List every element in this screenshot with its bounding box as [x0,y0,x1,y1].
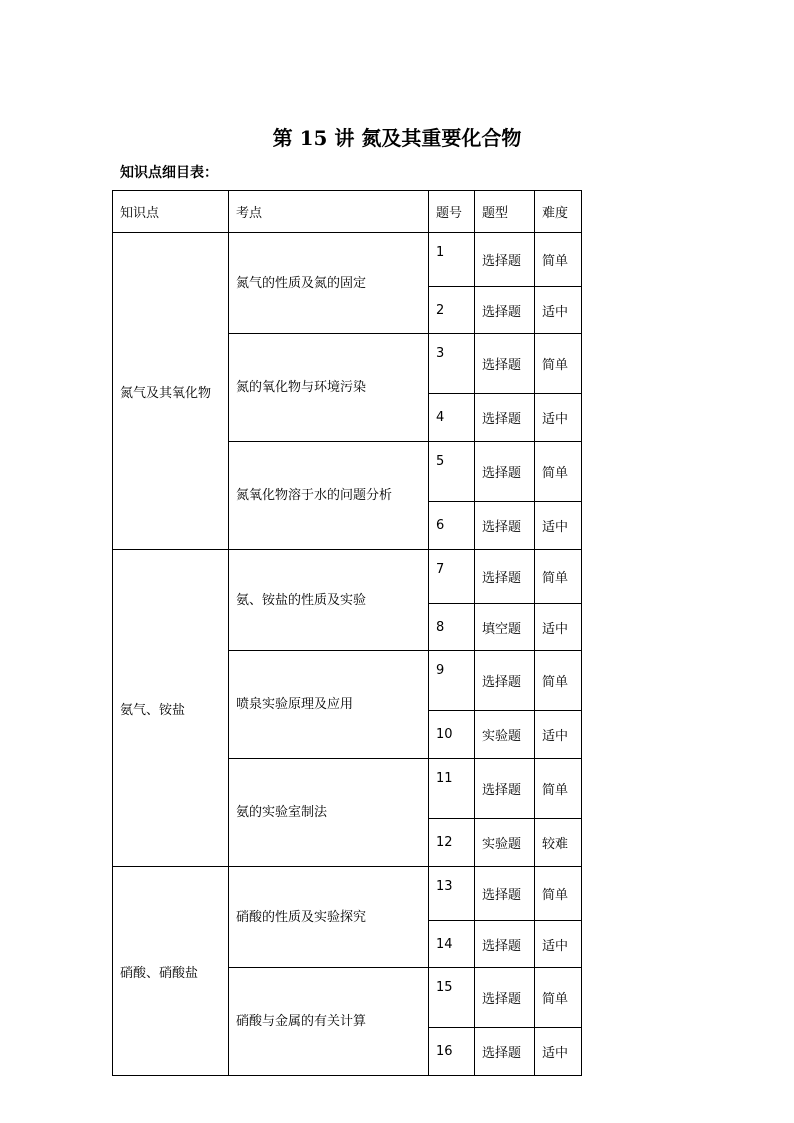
type-cell: 选择题 [475,550,535,604]
knowledge-cell: 氮气及其氧化物 [113,233,229,550]
type-cell: 选择题 [475,651,535,711]
point-cell: 硝酸与金属的有关计算 [229,968,429,1076]
number-cell: 8 [429,604,475,651]
point-cell: 喷泉实验原理及应用 [229,651,429,759]
type-cell: 选择题 [475,287,535,334]
difficulty-cell: 简单 [535,233,582,287]
point-cell: 氨的实验室制法 [229,759,429,867]
type-cell: 选择题 [475,921,535,968]
difficulty-cell: 适中 [535,711,582,759]
header-number: 题号 [429,191,475,233]
type-cell: 选择题 [475,442,535,502]
type-cell: 选择题 [475,968,535,1028]
number-cell: 6 [429,502,475,550]
table-caption: 知识点细目表： [120,165,218,181]
header-knowledge: 知识点 [113,191,229,233]
number-cell: 5 [429,442,475,502]
type-cell: 填空题 [475,604,535,651]
knowledge-cell: 氨气、铵盐 [113,550,229,867]
difficulty-cell: 适中 [535,287,582,334]
number-cell: 12 [429,819,475,867]
difficulty-cell: 简单 [535,550,582,604]
header-row [113,191,582,233]
table-row [113,867,582,921]
knowledge-point-table [112,190,582,1076]
number-cell: 10 [429,711,475,759]
point-cell: 氮氧化物溶于水的问题分析 [229,442,429,550]
type-cell: 选择题 [475,233,535,287]
difficulty-cell: 适中 [535,394,582,442]
difficulty-cell: 简单 [535,651,582,711]
difficulty-cell: 适中 [535,604,582,651]
difficulty-cell: 简单 [535,867,582,921]
table-row [113,550,582,604]
type-cell: 实验题 [475,711,535,759]
type-cell: 选择题 [475,394,535,442]
number-cell: 14 [429,921,475,968]
header-type: 题型 [475,191,535,233]
number-cell: 16 [429,1028,475,1076]
difficulty-cell: 较难 [535,819,582,867]
number-cell: 7 [429,550,475,604]
table-row [113,233,582,287]
header-difficulty: 难度 [535,191,582,233]
number-cell: 9 [429,651,475,711]
knowledge-cell: 硝酸、硝酸盐 [113,867,229,1076]
point-cell: 氮气的性质及氮的固定 [229,233,429,334]
header-point: 考点 [229,191,429,233]
number-cell: 11 [429,759,475,819]
type-cell: 选择题 [475,502,535,550]
difficulty-cell: 简单 [535,759,582,819]
type-cell: 选择题 [475,334,535,394]
number-cell: 2 [429,287,475,334]
number-cell: 3 [429,334,475,394]
type-cell: 选择题 [475,759,535,819]
document-title: 第 15 讲 氮及其重要化合物 [272,126,522,150]
difficulty-cell: 适中 [535,1028,582,1076]
point-cell: 氨、铵盐的性质及实验 [229,550,429,651]
difficulty-cell: 适中 [535,502,582,550]
number-cell: 15 [429,968,475,1028]
difficulty-cell: 适中 [535,921,582,968]
difficulty-cell: 简单 [535,442,582,502]
point-cell: 氮的氧化物与环境污染 [229,334,429,442]
difficulty-cell: 简单 [535,334,582,394]
number-cell: 13 [429,867,475,921]
type-cell: 选择题 [475,1028,535,1076]
number-cell: 1 [429,233,475,287]
point-cell: 硝酸的性质及实验探究 [229,867,429,968]
type-cell: 实验题 [475,819,535,867]
type-cell: 选择题 [475,867,535,921]
difficulty-cell: 简单 [535,968,582,1028]
number-cell: 4 [429,394,475,442]
